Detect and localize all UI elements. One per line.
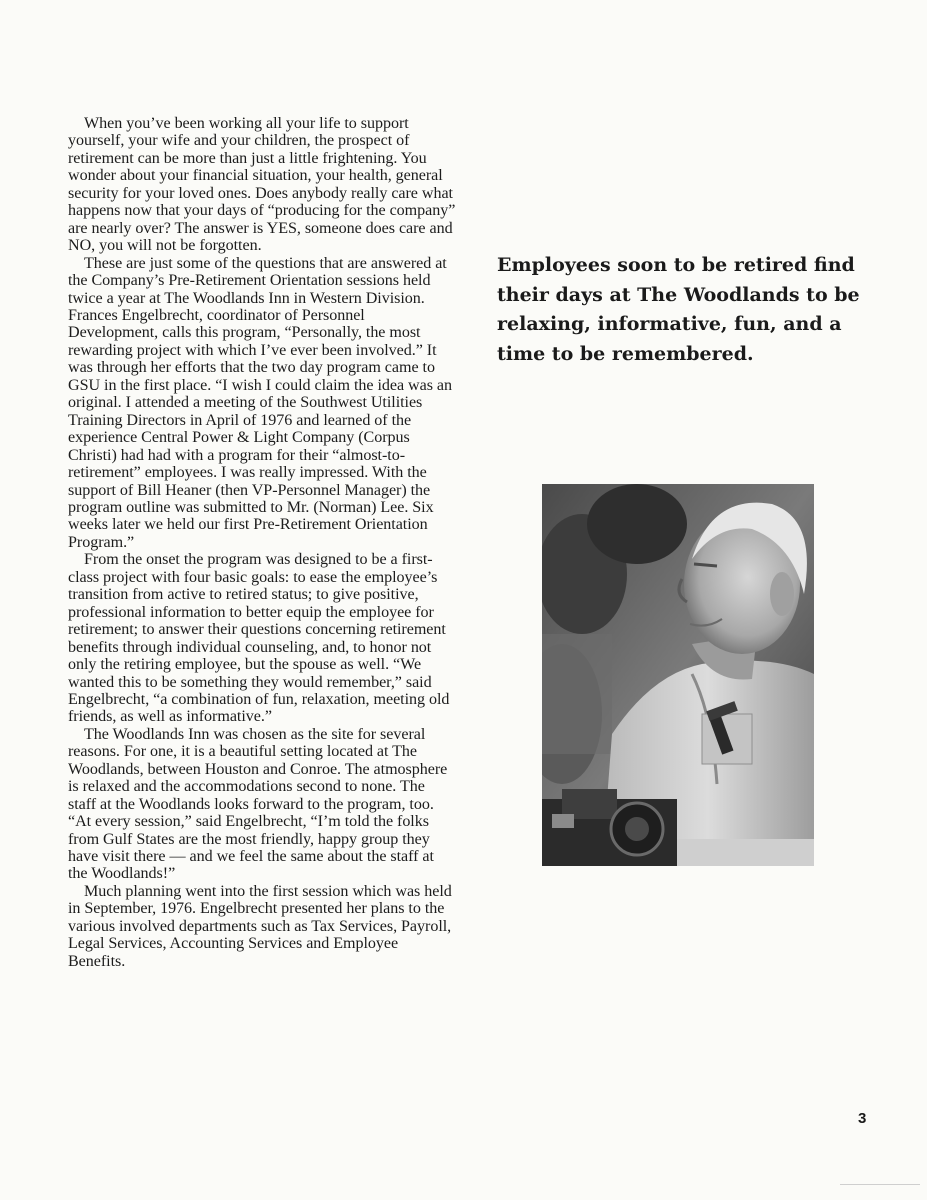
pull-quote: Employees soon to be retired find their days at The Woodlands to be relaxing, informative, fun, and a time to be remembered. <box>497 254 860 365</box>
article-paragraph-1: When you’ve been working all your life to support yourself, your wife and your children, the prospect of retirement can be more than just a little frightening. You wonder about your financial situation, your health, general security for your loved ones. Does anybody really care what happens now that your days of “producing for the company” are nearly over? The answer is YES, someone does care and NO, you will not be forgotten. <box>68 115 456 255</box>
retiree-photo-illustration <box>542 484 814 866</box>
footer-rule <box>840 1184 920 1185</box>
article-paragraph-5: Much planning went into the first session which was held in September, 1976. Engelbrecht presented her plans to the various involved departments such as Tax Services, Payroll, Legal Services, Accounting Services and Employee Benefits. <box>68 882 452 970</box>
article-paragraph-4: The Woodlands Inn was chosen as the site for several reasons. For one, it is a beautiful setting located at The Woodlands, between Houston and Conroe. The atmosphere is relaxed and the accommodations second to none. The staff at the Woodlands looks forward to the program, too. “At every session,” said Engelbrecht, “I’m told the folks from Gulf States are the most friendly, happy group they have visit there — and we feel the same about the staff at the Woodlands!” <box>68 725 448 883</box>
retiree-photo <box>542 484 814 866</box>
article-body <box>68 115 456 970</box>
article-paragraph-3: From the onset the program was designed to be a first-class project with four basic goals: to ease the employee’s transition from active to retired status; to give positive, professional information to better equip the employee for retirement; to answer their questions concerning retirement benefits through individual counseling, and, to honor not only the retiring employee, but the spouse as well. “We wanted this to be something they would remember,” said Engelbrecht, “a combination of fun, relaxation, meeting old friends, as well as informative.” <box>68 551 450 726</box>
article-paragraph-2: These are just some of the questions that are answered at the Company’s Pre-Retirement Orientation sessions held twice a year at The Woodlands Inn in Western Division. Frances Engelbrecht, coordinator of Personnel Development, calls this program, “Personally, the most rewarding project with which I’ve ever been involved.” It was through her efforts that the two day program came to GSU in the first place. “I wish I could claim the idea was an original. I attended a meeting of the Southwest Utilities Training Directors in April of 1976 and learned of the experience Central Power & Light Company (Corpus Christi) had had with a program for their “almost-to-retirement” employees. I was really impressed. With the support of Bill Heaner (then VP-Personnel Manager) the program outline was submitted to Mr. (Norman) Lee. Six weeks later we held our first Pre-Retirement Orientation Program.” <box>68 254 452 551</box>
page-number: 3 <box>858 1110 867 1127</box>
